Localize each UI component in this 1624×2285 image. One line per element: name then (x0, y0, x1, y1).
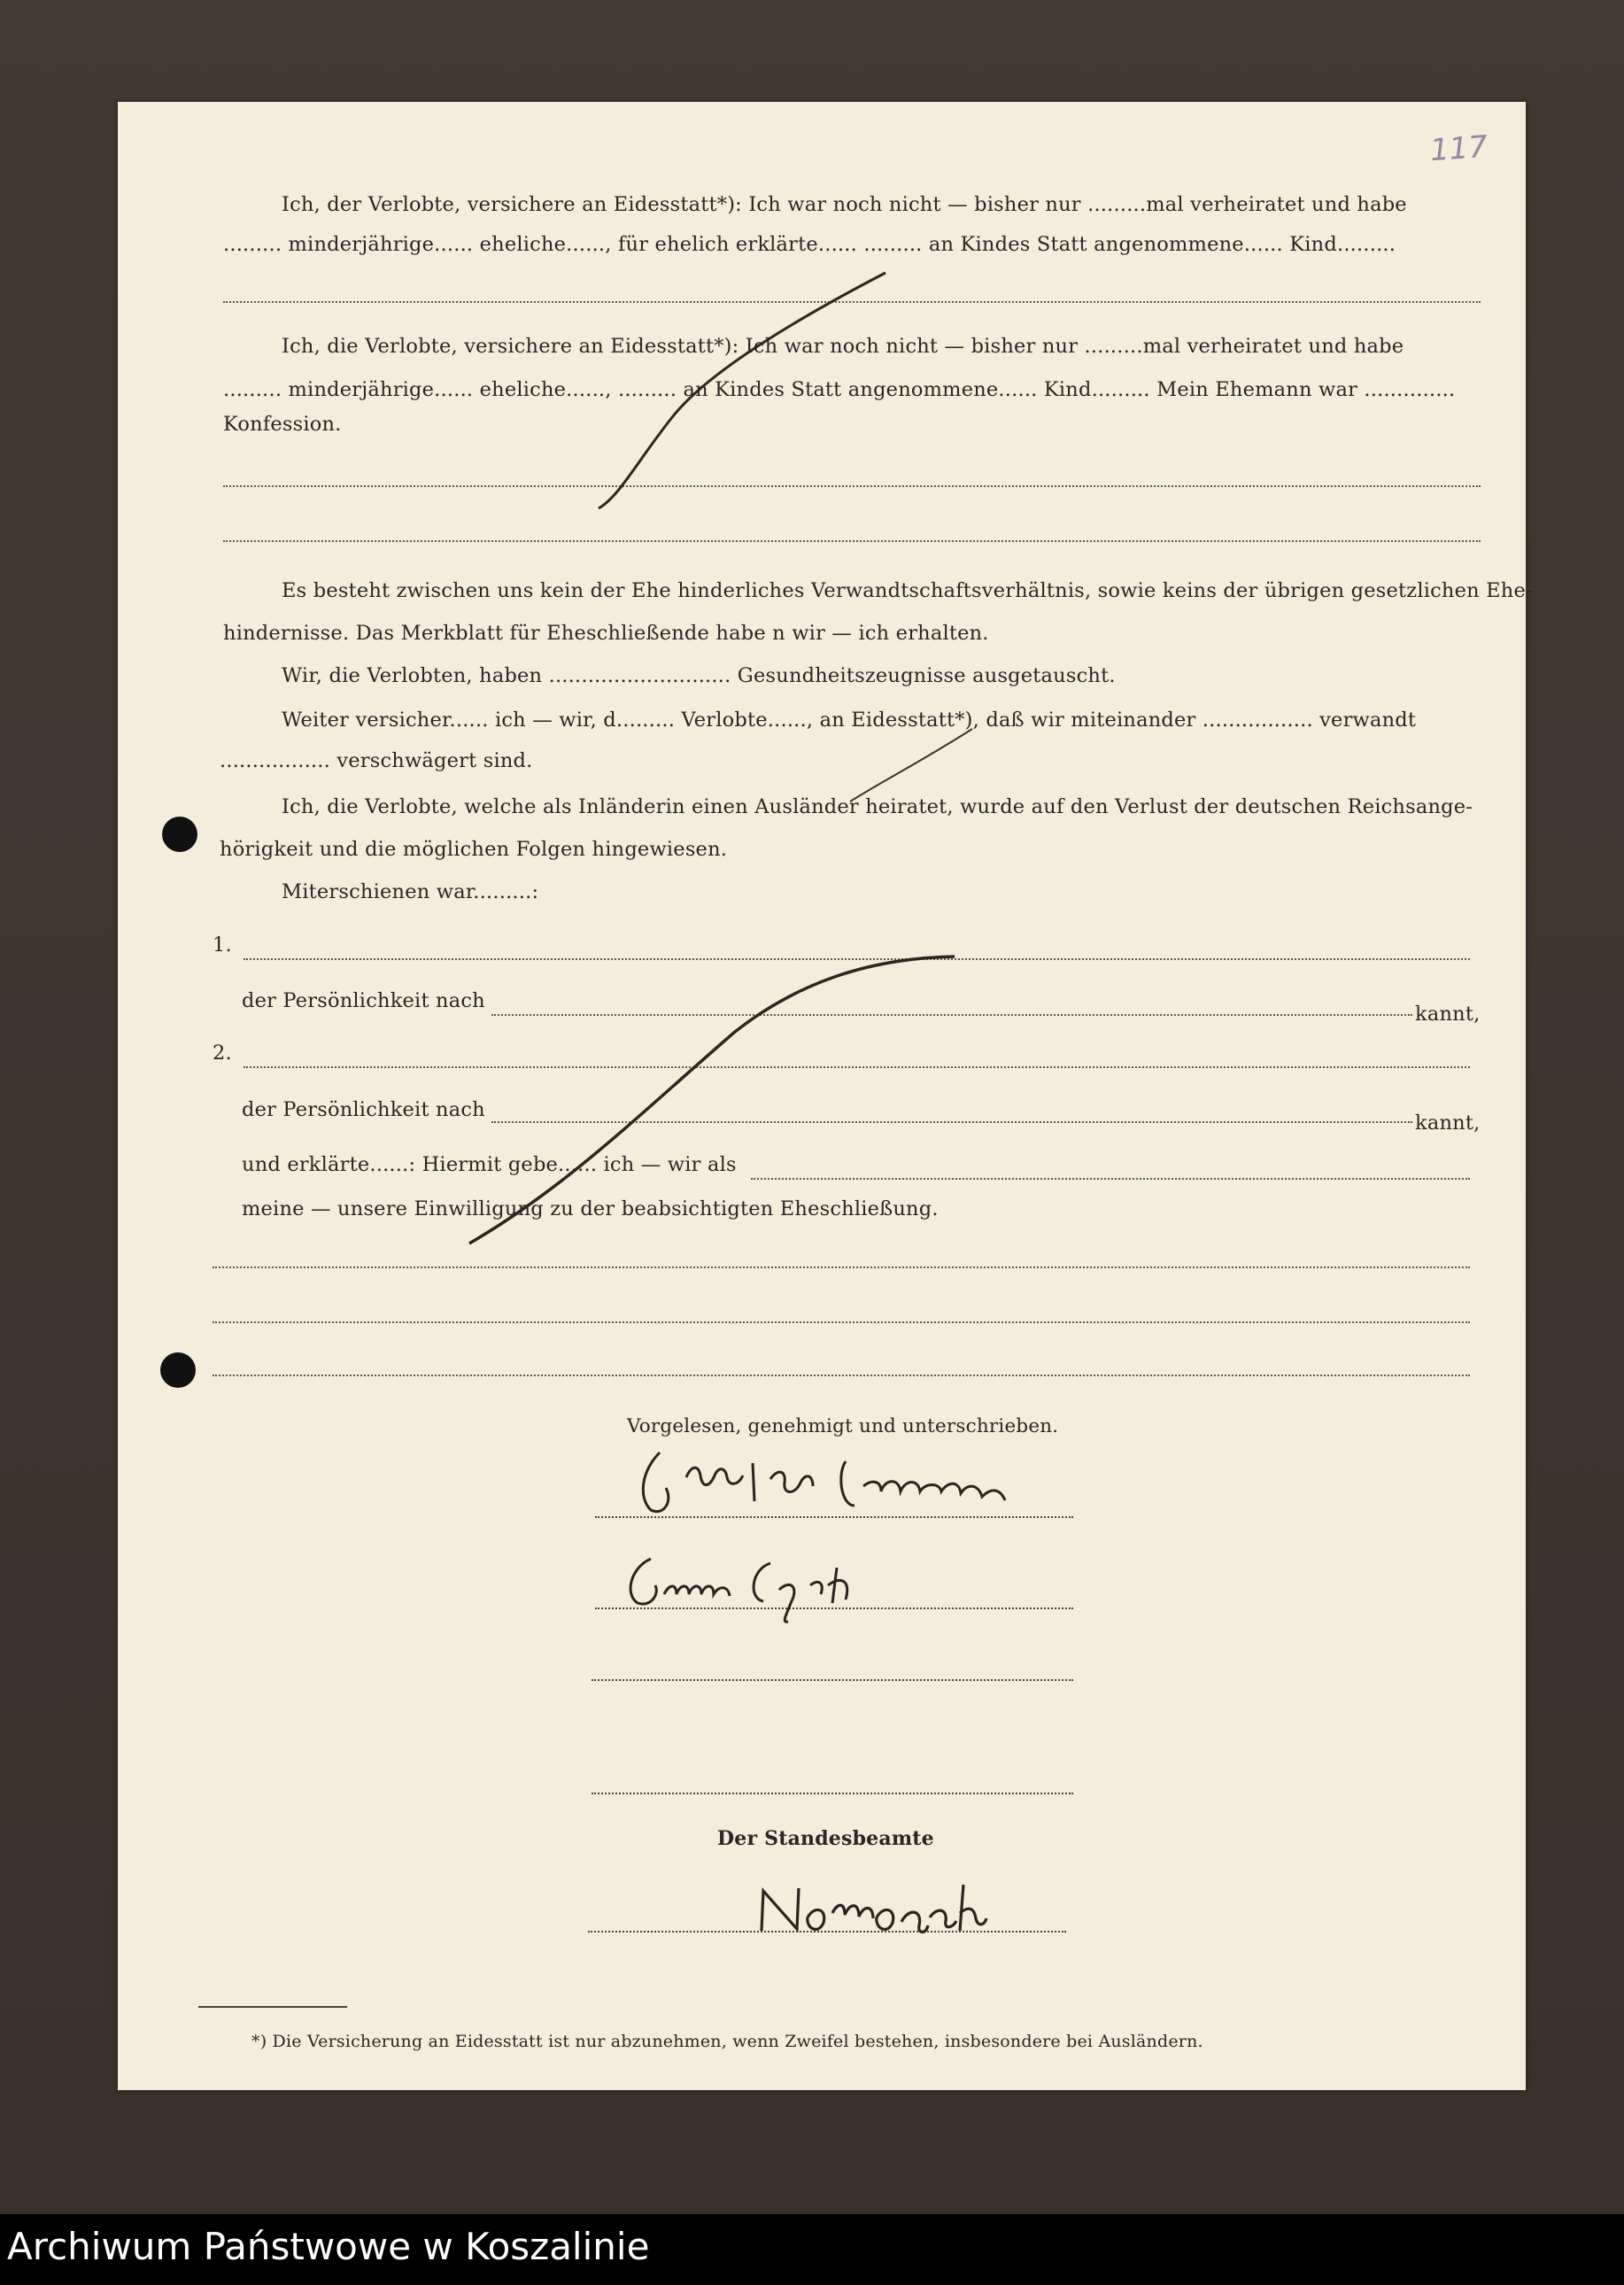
foreign-marriage-line-1: Ich, die Verlobte, welche als Inländerin einen Ausländer heiratet, wurde auf den Verlust der deutschen Reichsange- (282, 795, 1473, 818)
witness-2-identity-label: der Persönlichkeit nach (242, 1098, 485, 1121)
kinship-line-1: Es besteht zwischen uns kein der Ehe hinderliches Verwandtschaftsverhältnis, sowie keins der übrigen gesetzlichen Ehe- (282, 579, 1533, 602)
archive-footer-bar (0, 2214, 1624, 2285)
witness-1-name-line (244, 958, 1470, 960)
witness-2-identity-line (491, 1121, 1412, 1123)
registrar-signature-line (588, 1931, 1066, 1933)
witness-2-kannt: kannt, (1415, 1112, 1481, 1135)
groom-signature-line (595, 1516, 1073, 1518)
registrar-label: Der Standesbeamte (717, 1827, 934, 1850)
signature-line-3 (592, 1679, 1073, 1681)
signature-line-4 (592, 1793, 1073, 1794)
page-number: 117 (1428, 128, 1489, 169)
present-line: Miterschienen war.........: (282, 880, 539, 903)
bride-declaration-line-1: Ich, die Verlobte, versichere an Eidesstatt*): Ich war noch nicht — bisher nur .........mal verheiratet und habe (282, 335, 1404, 358)
bride-signature-line (595, 1607, 1073, 1609)
blank-line-2 (213, 1321, 1470, 1323)
health-certificate-line: Wir, die Verlobten, haben ............................ Gesundheitszeugnisse ausgetauscht. (282, 664, 1116, 687)
footnote: *) Die Versicherung an Eidesstatt ist nur abzunehmen, wenn Zweifel bestehen, insbesondere bei Ausländern. (251, 2032, 1203, 2051)
groom-blank-line (223, 301, 1481, 303)
affirmation-line-1: Weiter versicher...... ich — wir, d......... Verlobte......, an Eidesstatt*), daß wir miteinander ................. verwandt (282, 709, 1417, 732)
consent-line: meine — unsere Einwilligung zu der beabsichtigten Eheschließung. (242, 1197, 939, 1220)
bride-declaration-line-2: ......... minderjährige...... eheliche......, ......... an Kindes Statt angenommene...... Kind......... Mein Ehemann war .............. (223, 378, 1456, 401)
witness-2-number: 2. (213, 1042, 232, 1065)
groom-declaration-line-2: ......... minderjährige...... eheliche......, für ehelich erklärte...... ......... an Kindes Statt angenommene...... Kind......... (223, 233, 1396, 256)
affirmation-line-2: ................. verschwägert sind. (220, 749, 533, 772)
witness-1-kannt: kannt, (1415, 1003, 1481, 1026)
kinship-line-2: hindernisse. Das Merkblatt für Eheschließende habe n wir — ich erhalten. (223, 622, 989, 645)
read-approved-signed: Vorgelesen, genehmigt und unterschrieben. (627, 1415, 1059, 1437)
groom-declaration-line-1: Ich, der Verlobte, versichere an Eidesstatt*): Ich war noch nicht — bisher nur .........mal verheiratet und habe (282, 193, 1407, 216)
witness-1-identity-label: der Persönlichkeit nach (242, 989, 485, 1012)
bride-blank-line-2 (223, 540, 1481, 542)
declaration-blank-line (751, 1178, 1470, 1180)
blank-line-3 (213, 1375, 1470, 1376)
footnote-rule (198, 2006, 347, 2008)
bride-blank-line-1 (223, 485, 1481, 487)
witness-1-number: 1. (213, 933, 232, 957)
declaration-line: und erklärte......: Hiermit gebe...... ich — wir als (242, 1153, 737, 1176)
foreign-marriage-line-2: hörigkeit und die möglichen Folgen hingewiesen. (220, 838, 728, 861)
bride-declaration-line-3: Konfession. (223, 413, 342, 436)
witness-1-identity-line (491, 1014, 1412, 1016)
punch-hole-bottom (160, 1352, 196, 1388)
punch-hole-top (162, 817, 197, 852)
archive-name: Archiwum Państwowe w Koszalinie (7, 2225, 650, 2268)
blank-line-1 (213, 1266, 1470, 1268)
witness-2-name-line (244, 1066, 1470, 1068)
